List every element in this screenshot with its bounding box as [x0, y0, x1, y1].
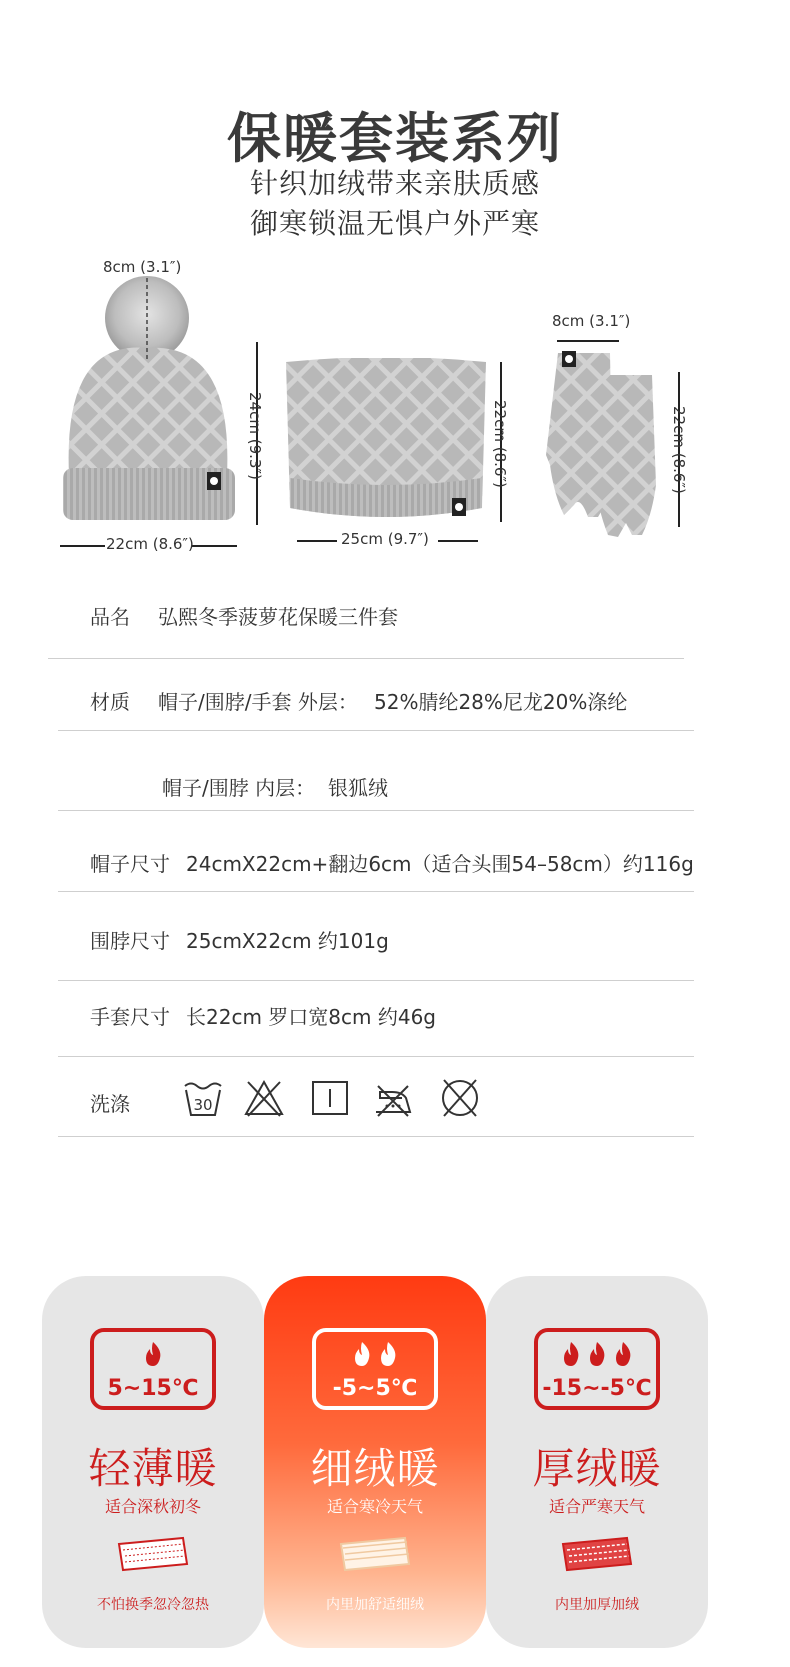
thick-fabric-icon — [557, 1534, 637, 1574]
card-subtitle: 适合深秋初冬 — [104, 1497, 201, 1516]
card-subtitle: 适合严寒天气 — [548, 1497, 645, 1516]
spec-material-inner-value: 银狐绒 — [328, 776, 388, 800]
temperature-badge: -15~-5℃ — [534, 1328, 660, 1410]
gloves-illustration — [540, 345, 670, 545]
card-name: 细绒暖 — [310, 1444, 440, 1493]
hat-height-dimension: 24cm (9.3″) — [246, 392, 264, 480]
flame-icon — [316, 1340, 434, 1372]
card-footnote: 内里加舒适细绒 — [326, 1597, 424, 1613]
flame-icon — [94, 1340, 212, 1372]
spec-name-label: 品名 — [90, 605, 130, 629]
hat-pom-dimension: 8cm (3.1″) — [103, 258, 182, 276]
hat-illustration — [55, 270, 255, 530]
card-footnote: 内里加厚加绒 — [555, 1597, 639, 1613]
spec-scarf-value: 25cmX22cm 约101g — [186, 929, 389, 953]
warmth-card-thick — [486, 1276, 708, 1648]
spec-wash-label: 洗涤 — [90, 1092, 130, 1116]
temperature-badge: -5~5℃ — [312, 1328, 438, 1410]
card-subtitle: 适合寒冷天气 — [326, 1497, 423, 1516]
card-footnote: 不怕换季忽冷忽热 — [97, 1597, 209, 1613]
page-title: 保暖套装系列 — [227, 107, 563, 170]
wash-temp-text: 30 — [193, 1096, 213, 1114]
card-name: 厚绒暖 — [532, 1444, 662, 1493]
temperature-badge: 5~15℃ — [90, 1328, 216, 1410]
spec-name-value: 弘熙冬季菠萝花保暖三件套 — [158, 605, 398, 629]
scarf-width-dimension: 25cm (9.7″) — [341, 530, 429, 548]
wash-30-icon — [182, 1078, 224, 1122]
spec-glove-label: 手套尺寸 — [90, 1005, 170, 1029]
tumble-dry-icon — [310, 1079, 350, 1121]
fleece-fabric-icon — [335, 1534, 415, 1574]
warmth-card-fine — [264, 1276, 486, 1648]
hat-width-dimension: 22cm (8.6″) — [106, 535, 194, 553]
warmth-card-light — [42, 1276, 264, 1648]
spec-hat-label: 帽子尺寸 — [90, 852, 170, 876]
subtitle-line-1: 针织加绒带来亲肤质感 — [249, 167, 540, 200]
no-bleach-icon — [243, 1078, 285, 1122]
glove-width-dimension: 8cm (3.1″) — [552, 312, 631, 330]
scarf-illustration — [282, 358, 490, 526]
spec-scarf-label: 围脖尺寸 — [90, 929, 170, 953]
no-dry-clean-icon — [439, 1077, 481, 1123]
spec-material-outer: 帽子/围脖/手套 外层： — [158, 690, 358, 714]
no-iron-icon — [372, 1078, 414, 1122]
scarf-height-dimension: 22cm (8.6″) — [491, 400, 509, 488]
glove-height-dimension: 22cm (8.6″) — [670, 406, 688, 494]
card-name: 轻薄暖 — [88, 1444, 218, 1493]
thin-fabric-icon — [113, 1534, 193, 1574]
spec-hat-value: 24cmX22cm+翻边6cm（适合头围54–58cm）约116g — [186, 852, 694, 876]
spec-material-outer-value: 52%腈纶28%尼龙20%涤纶 — [374, 690, 628, 714]
spec-material-inner: 帽子/围脖 内层： — [162, 776, 316, 800]
spec-material-label: 材质 — [90, 690, 130, 714]
spec-glove-value: 长22cm 罗口宽8cm 约46g — [186, 1005, 436, 1029]
flame-icon — [538, 1340, 656, 1372]
subtitle-line-2: 御寒锁温无惧户外严寒 — [249, 207, 540, 240]
